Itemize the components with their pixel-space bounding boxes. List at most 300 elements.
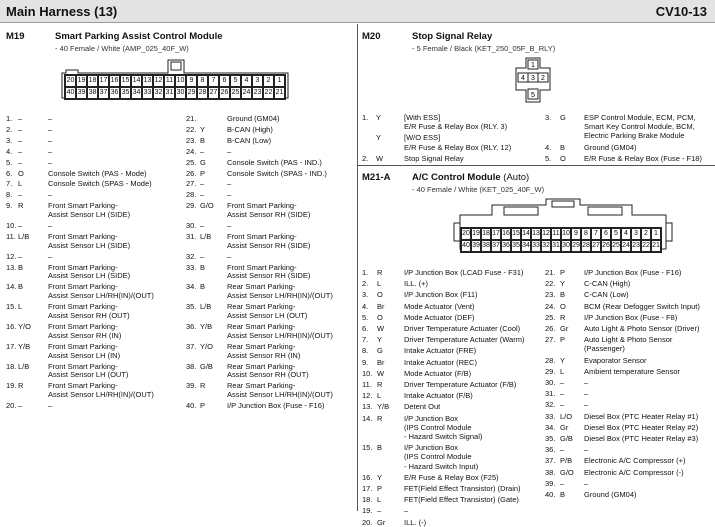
connector-pin: 14 bbox=[131, 75, 142, 87]
pin-number: 19. bbox=[6, 381, 17, 391]
pin-number: 1. bbox=[362, 268, 369, 277]
wire-color: B bbox=[18, 282, 24, 292]
pin-description: Assist Sensor LH (SIDE) bbox=[48, 210, 131, 220]
pin-description: Assist Sensor LH/RH(IN)/(OUT) bbox=[227, 330, 333, 340]
wire-color: Y/B bbox=[18, 341, 31, 351]
wire-color: B bbox=[18, 262, 24, 272]
wire-color: – bbox=[18, 146, 23, 156]
m21-subtitle: - 40 Female / White (KET_025_40F_W) bbox=[412, 185, 545, 194]
pin-number: 30. bbox=[545, 378, 556, 387]
pin-description: [W/O ESS] bbox=[404, 133, 441, 143]
pin-description: Console Switch (PAS - IND.) bbox=[227, 157, 322, 167]
pin-description: I/P Junction Box (Fuse - F16) bbox=[584, 268, 682, 277]
pin-description: B-CAN (High) bbox=[227, 124, 273, 134]
pin-number: 16. bbox=[6, 322, 17, 331]
pin-description: Diesel Box (PTC Heater Relay #2) bbox=[584, 422, 699, 432]
connector-pin: 34 bbox=[131, 87, 142, 99]
pin-number: 11. bbox=[6, 231, 16, 241]
connector-pin: 33 bbox=[142, 87, 153, 99]
pin-description: – bbox=[48, 190, 53, 200]
wire-color: B bbox=[377, 443, 383, 453]
connector-pin: 18 bbox=[87, 75, 98, 87]
wire-color: B bbox=[560, 290, 566, 300]
wire-color: B bbox=[200, 262, 206, 272]
connector-pin: 35 bbox=[120, 87, 131, 99]
wire-color: – bbox=[18, 221, 23, 230]
wire-color: R bbox=[18, 201, 24, 211]
connector-pin: 27 bbox=[591, 240, 601, 252]
m20-relay-pins bbox=[512, 56, 554, 104]
connector-pin: 7 bbox=[591, 228, 601, 240]
pin-description: Rear Smart Parking- bbox=[227, 282, 296, 292]
pin-description: Front Smart Parking- bbox=[227, 201, 297, 211]
pin-description: Electronic A/C Compressor (-) bbox=[584, 467, 684, 477]
pin-number: 1. bbox=[362, 113, 369, 122]
pin-description: [With ESS] bbox=[404, 113, 441, 122]
pin-description: Auto Light & Photo Sensor bbox=[584, 335, 673, 345]
pin-description: – bbox=[227, 190, 232, 200]
connector-pin: 4 bbox=[241, 75, 252, 87]
pin-number: 25. bbox=[186, 157, 197, 167]
pin-description: - Hazard Switch Signal) bbox=[404, 431, 483, 441]
pin-number: 5. bbox=[362, 312, 369, 322]
wire-color: O bbox=[377, 312, 383, 322]
pin-description: Diesel Box (PTC Heater Relay #3) bbox=[584, 434, 699, 443]
connector-pin: 7 bbox=[208, 75, 219, 87]
wire-color: R bbox=[200, 381, 206, 391]
pin-description: Assist Sensor LH (SIDE) bbox=[48, 271, 131, 281]
pin-description: Assist Sensor RH (IN) bbox=[227, 350, 301, 360]
pin-description: Smart Key Control Module, BCM, bbox=[584, 122, 695, 132]
wire-color: L bbox=[560, 366, 565, 376]
connector-pin: 5 bbox=[230, 75, 241, 87]
wire-color: L/B bbox=[18, 231, 30, 241]
wire-color: O bbox=[560, 301, 566, 311]
pin-number: 24. bbox=[186, 146, 197, 156]
pin-number: 39. bbox=[186, 381, 197, 391]
pin-description: Front Smart Parking- bbox=[48, 231, 118, 241]
connector-pin: 11 bbox=[551, 228, 561, 240]
wire-color: Gr bbox=[560, 324, 569, 333]
wire-color: P bbox=[377, 484, 383, 493]
pin-description: Detent Out bbox=[404, 402, 441, 412]
pin-description: Mode Actuator (DEF) bbox=[404, 312, 475, 322]
pin-number: 9. bbox=[362, 357, 369, 367]
connector-pin: 29 bbox=[571, 240, 581, 252]
wire-color: P bbox=[560, 335, 566, 345]
pin-description: – bbox=[584, 389, 589, 399]
pin-number: 18. bbox=[6, 361, 17, 371]
pin-description: ILL. (+) bbox=[404, 279, 428, 289]
connector-pin: 39 bbox=[76, 87, 87, 99]
page-title: Main Harness (13) bbox=[6, 4, 118, 19]
connector-pin: 21 bbox=[274, 87, 285, 99]
pin-description: Intake Actuator (REC) bbox=[404, 357, 477, 367]
pin-description: Assist Sensor LH/RH(IN)/(OUT) bbox=[227, 291, 333, 301]
pin-description: E/R Fuse & Relay Box (RLY. 3) bbox=[404, 122, 508, 132]
m20-pin-list-left bbox=[362, 113, 542, 163]
connector-pin: 19 bbox=[76, 75, 87, 87]
pin-description: Assist Sensor LH/RH(IN)/(OUT) bbox=[48, 390, 154, 400]
pin-description: C-CAN (High) bbox=[584, 279, 631, 289]
connector-pin: 33 bbox=[531, 240, 541, 252]
connector-pin: 24 bbox=[621, 240, 631, 252]
connector-pin: 32 bbox=[541, 240, 551, 252]
connector-pin: 24 bbox=[241, 87, 252, 99]
connector-pin: 28 bbox=[581, 240, 591, 252]
pin-description: Assist Sensor RH (SIDE) bbox=[227, 210, 311, 220]
pin-number: 26. bbox=[186, 168, 197, 178]
pin-description: I/P Junction Box (Fuse - F16) bbox=[227, 401, 325, 411]
pin-number: 38. bbox=[545, 467, 556, 477]
pin-description: Front Smart Parking- bbox=[48, 322, 118, 331]
pin-number: 25. bbox=[545, 312, 556, 322]
pin-description: – bbox=[48, 251, 53, 261]
wire-color: L/B bbox=[200, 302, 212, 312]
connector-pin: 17 bbox=[98, 75, 109, 87]
wire-color: G/B bbox=[200, 361, 213, 371]
pin-number: 21. bbox=[545, 268, 556, 277]
connector-pin: 37 bbox=[98, 87, 109, 99]
connector-pin: 23 bbox=[631, 240, 641, 252]
pin-description: Assist Sensor LH (SIDE) bbox=[48, 240, 131, 250]
wire-color: R bbox=[377, 268, 383, 277]
pin-number: 23. bbox=[186, 135, 197, 145]
pin-description: Driver Temperature Actuater (Cool) bbox=[404, 324, 521, 333]
pin-number: 11. bbox=[362, 380, 372, 389]
pin-description: (IPS Control Module bbox=[404, 452, 472, 462]
wire-color: O bbox=[18, 168, 24, 178]
pin-description: Intake Actuator (F/B) bbox=[404, 391, 473, 401]
connector-pin: 40 bbox=[65, 87, 76, 99]
wire-color: P bbox=[200, 401, 206, 411]
pin-number: 20. bbox=[362, 517, 373, 527]
pin-number: 30. bbox=[186, 221, 197, 230]
connector-pin: 14 bbox=[521, 228, 531, 240]
connector-pin: 20 bbox=[65, 75, 76, 87]
pin-number: 19. bbox=[362, 506, 373, 516]
pin-description: Front Smart Parking- bbox=[48, 341, 118, 351]
pin-number: 6. bbox=[6, 168, 13, 178]
pin-number: 21. bbox=[186, 114, 197, 123]
connector-pin: 6 bbox=[219, 75, 230, 87]
connector-pin: 22 bbox=[641, 240, 651, 252]
wire-color: – bbox=[18, 401, 23, 411]
wire-color: – bbox=[18, 190, 23, 200]
pin-description: (IPS Control Module bbox=[404, 422, 472, 432]
connector-pin: 36 bbox=[109, 87, 120, 99]
pin-number: 24. bbox=[545, 301, 556, 311]
wire-color: – bbox=[18, 251, 23, 261]
wire-color: B bbox=[200, 282, 206, 292]
pin-number: 36. bbox=[545, 445, 556, 455]
pin-number: 34. bbox=[545, 422, 556, 432]
pin-description: Assist Sensor RH (OUT) bbox=[227, 370, 309, 380]
connector-pin: 19 bbox=[471, 228, 481, 240]
connector-pin: 1 bbox=[274, 75, 285, 87]
pin-number: 28. bbox=[186, 190, 197, 200]
wire-color: W bbox=[376, 153, 384, 163]
pin-number: 5. bbox=[6, 157, 13, 167]
pin-number: 40. bbox=[545, 490, 556, 499]
connector-pin: 15 bbox=[120, 75, 131, 87]
pin-description: BCM (Rear Defogger Switch Input) bbox=[584, 301, 700, 311]
wire-color: P/B bbox=[560, 456, 573, 466]
pin-description: Mode Actuator (Vent) bbox=[404, 301, 475, 311]
pin-description: E/R Fuse & Relay Box (Fuse - F18) bbox=[584, 153, 702, 163]
wire-color: B bbox=[560, 142, 566, 152]
connector-pin: 26 bbox=[601, 240, 611, 252]
pin-number: 38. bbox=[186, 361, 197, 371]
pin-number: 33. bbox=[545, 411, 556, 421]
pin-description: Front Smart Parking- bbox=[48, 262, 118, 272]
pin-description: – bbox=[584, 378, 589, 387]
pin-description: – bbox=[48, 146, 53, 156]
wire-color: – bbox=[560, 445, 565, 455]
pin-number: 17. bbox=[6, 341, 17, 351]
m20-subtitle: - 5 Female / Black (KET_250_05F_B_RLY) bbox=[412, 44, 556, 53]
wire-color: – bbox=[200, 190, 205, 200]
wire-color: – bbox=[560, 378, 565, 387]
pin-description: Front Smart Parking- bbox=[48, 282, 118, 292]
pin-number: 4. bbox=[6, 146, 13, 156]
column-divider bbox=[357, 24, 358, 511]
pin-number: 35. bbox=[186, 302, 197, 312]
connector-pin: 9 bbox=[186, 75, 197, 87]
m20-title: Stop Signal Relay bbox=[412, 31, 493, 42]
pin-description: Diesel Box (PTC Heater Relay #1) bbox=[584, 411, 699, 421]
pin-description: Ambient temperature Sensor bbox=[584, 366, 680, 376]
wire-color: Y/O bbox=[18, 322, 31, 331]
wire-color: R bbox=[377, 380, 383, 389]
pin-description: – bbox=[584, 400, 589, 410]
connector-pin: 29 bbox=[186, 87, 197, 99]
pin-number: 10. bbox=[362, 368, 373, 378]
wire-color: Y bbox=[376, 113, 382, 122]
wire-color: G bbox=[560, 113, 566, 122]
connector-pin: 31 bbox=[164, 87, 175, 99]
connector-pin: 9 bbox=[571, 228, 581, 240]
connector-pin: 30 bbox=[561, 240, 571, 252]
wire-color: O bbox=[560, 153, 566, 163]
pin-number: 13. bbox=[6, 262, 17, 272]
connector-pin: 4 bbox=[621, 228, 631, 240]
relay-pin-label: 1 bbox=[531, 62, 535, 69]
pin-description: Stop Signal Relay bbox=[404, 153, 464, 163]
pin-description: Evaporator Sensor bbox=[584, 355, 647, 365]
connector-pin: 2 bbox=[263, 75, 274, 87]
wire-color: L bbox=[377, 391, 382, 401]
connector-pin: 10 bbox=[561, 228, 571, 240]
pin-number: 33. bbox=[186, 262, 197, 272]
connector-pin: 3 bbox=[252, 75, 263, 87]
wire-color: O bbox=[377, 290, 383, 300]
pin-number: 23. bbox=[545, 290, 556, 300]
pin-description: ILL. (-) bbox=[404, 517, 427, 527]
pin-description: B-CAN (Low) bbox=[227, 135, 272, 145]
pin-description: Assist Sensor RH (SIDE) bbox=[227, 240, 311, 250]
pin-number: 2. bbox=[362, 153, 369, 163]
wire-color: R bbox=[18, 381, 24, 391]
connector-pin: 16 bbox=[109, 75, 120, 87]
pin-number: 37. bbox=[545, 456, 556, 466]
pin-description: Front Smart Parking- bbox=[48, 381, 118, 391]
pin-description: Assist Sensor RH (OUT) bbox=[48, 311, 130, 321]
pin-number: 5. bbox=[545, 153, 552, 163]
pin-description: - Hazard Switch Input) bbox=[404, 461, 479, 471]
wire-color: – bbox=[18, 135, 23, 145]
pin-number: 27. bbox=[186, 179, 197, 189]
m19-subtitle: - 40 Female / White (AMP_025_40F_W) bbox=[55, 44, 189, 53]
m21-pin-list-right bbox=[545, 268, 715, 511]
m21-id: M21-A bbox=[362, 172, 391, 183]
connector-pin: 28 bbox=[197, 87, 208, 99]
pin-description: Assist Sensor RH (SIDE) bbox=[227, 271, 311, 281]
wire-color: Br bbox=[377, 301, 385, 311]
pin-description: Assist Sensor LH (OUT) bbox=[227, 311, 308, 321]
pin-number: 14. bbox=[362, 413, 373, 423]
pin-description: Rear Smart Parking- bbox=[227, 341, 296, 351]
pin-number: 40. bbox=[186, 401, 197, 411]
m19-pin-list-right bbox=[186, 114, 356, 494]
pin-number: 7. bbox=[362, 335, 369, 345]
relay-pin-label: 2 bbox=[541, 75, 545, 82]
wire-color: Y/O bbox=[200, 341, 213, 351]
pin-number: 13. bbox=[362, 402, 373, 412]
pin-number: 29. bbox=[186, 201, 197, 211]
wire-color: Y bbox=[560, 355, 566, 365]
relay-pin-label: 5 bbox=[531, 92, 535, 99]
pin-number: 4. bbox=[545, 142, 552, 152]
pin-number: 1. bbox=[6, 114, 13, 123]
wire-color: G/O bbox=[200, 201, 214, 211]
wire-color: – bbox=[200, 146, 205, 156]
pin-description: Ground (GM04) bbox=[584, 142, 637, 152]
pin-description: Assist Sensor LH (IN) bbox=[48, 350, 121, 360]
page-code: CV10-13 bbox=[655, 4, 707, 19]
m21-pin-list-left bbox=[362, 268, 542, 527]
connector-pin: 10 bbox=[175, 75, 186, 87]
m21-title bbox=[412, 172, 529, 183]
wire-color: P bbox=[560, 268, 566, 277]
pin-description: Auto Light & Photo Sensor (Driver) bbox=[584, 324, 700, 333]
wire-color: Y bbox=[377, 472, 383, 482]
wire-color: Y/B bbox=[200, 322, 213, 331]
pin-description: – bbox=[48, 401, 53, 411]
wire-color: Y bbox=[560, 279, 566, 289]
pin-description: Driver Temperature Actuator (F/B) bbox=[404, 380, 517, 389]
pin-description: Rear Smart Parking- bbox=[227, 302, 296, 312]
pin-description: FET(Field Effect Transistor) (Drain) bbox=[404, 484, 521, 493]
pin-description: Mode Actuator (F/B) bbox=[404, 368, 472, 378]
pin-description: ESP Control Module, ECM, PCM, bbox=[584, 113, 696, 122]
connector-pin: 15 bbox=[511, 228, 521, 240]
pin-description: I/P Junction Box bbox=[404, 443, 459, 453]
connector-pin: 11 bbox=[164, 75, 175, 87]
pin-number: 14. bbox=[6, 282, 17, 292]
m19-connector-pins bbox=[64, 74, 286, 100]
pin-number: 22. bbox=[545, 279, 556, 289]
pin-description: – bbox=[404, 506, 409, 516]
connector-pin: 34 bbox=[521, 240, 531, 252]
wire-color: – bbox=[200, 179, 205, 189]
pin-number: 8. bbox=[362, 346, 369, 356]
wire-color: G/O bbox=[560, 467, 574, 477]
wire-color: W bbox=[377, 368, 385, 378]
pin-description: – bbox=[48, 135, 53, 145]
connector-pin: 12 bbox=[153, 75, 164, 87]
pin-number: 2. bbox=[6, 124, 13, 134]
connector-pin: 1 bbox=[651, 228, 661, 240]
pin-number: 10. bbox=[6, 221, 17, 230]
pin-description: C-CAN (Low) bbox=[584, 290, 629, 300]
connector-pin: 8 bbox=[197, 75, 208, 87]
pin-number: 16. bbox=[362, 472, 373, 482]
wire-color: P bbox=[200, 168, 206, 178]
connector-pin: 36 bbox=[501, 240, 511, 252]
pin-number: 22. bbox=[186, 124, 197, 134]
connector-pin: 20 bbox=[461, 228, 471, 240]
pin-number: 6. bbox=[362, 324, 369, 333]
pin-description: Intake Actuator (FRE) bbox=[404, 346, 477, 356]
pin-description: Front Smart Parking- bbox=[48, 302, 118, 312]
m20-id: M20 bbox=[362, 31, 381, 42]
wire-color: Gr bbox=[560, 422, 569, 432]
pin-description: Console Switch (SPAS - Mode) bbox=[48, 179, 152, 189]
pin-description: Electric Parking Brake Module bbox=[584, 131, 685, 141]
pin-description: Assist Sensor LH/RH(IN)/(OUT) bbox=[48, 291, 154, 301]
pin-number: 32. bbox=[186, 251, 197, 261]
wire-color: – bbox=[200, 221, 205, 230]
pin-description: FET(Field Effect Transistor) (Gate) bbox=[404, 495, 519, 505]
wire-color: – bbox=[200, 251, 205, 261]
pin-number: 12. bbox=[6, 251, 17, 261]
pin-number: 3. bbox=[6, 135, 13, 145]
section-divider bbox=[358, 165, 715, 166]
pin-description: – bbox=[48, 124, 53, 134]
m20-pin-list-right bbox=[545, 113, 715, 163]
wire-color: G bbox=[200, 157, 206, 167]
pin-description: Driver Temperature Actuater (Warm) bbox=[404, 335, 525, 345]
m21-title-suffix: (Auto) bbox=[503, 172, 530, 183]
pin-description: Assist Sensor LH/RH(IN)/(OUT) bbox=[227, 390, 333, 400]
wire-color: B bbox=[560, 490, 566, 499]
wire-color: L/B bbox=[200, 231, 212, 241]
pin-number: 8. bbox=[6, 190, 13, 200]
pin-description: I/P Junction Box (Fuse - F8) bbox=[584, 312, 678, 322]
wire-color: Y bbox=[376, 133, 382, 143]
pin-number: 29. bbox=[545, 366, 556, 376]
pin-number: 3. bbox=[362, 290, 369, 300]
pin-description: Rear Smart Parking- bbox=[227, 322, 296, 331]
wire-color: Br bbox=[377, 357, 385, 367]
pin-number: 34. bbox=[186, 282, 197, 292]
pin-description: – bbox=[227, 146, 232, 156]
pin-description: Rear Smart Parking- bbox=[227, 381, 296, 391]
connector-pin: 12 bbox=[541, 228, 551, 240]
m19-pin-list-left bbox=[6, 114, 181, 494]
pin-number: 35. bbox=[545, 434, 556, 443]
connector-pin: 32 bbox=[153, 87, 164, 99]
wire-color: R bbox=[377, 413, 383, 423]
connector-pin: 37 bbox=[491, 240, 501, 252]
wire-color: L/B bbox=[18, 361, 30, 371]
wire-color: – bbox=[560, 389, 565, 399]
pin-description: E/R Fuse & Relay Box (RLY. 12) bbox=[404, 142, 512, 152]
connector-pin: 38 bbox=[87, 87, 98, 99]
pin-description: Front Smart Parking- bbox=[227, 231, 297, 241]
pin-description: – bbox=[227, 251, 232, 261]
